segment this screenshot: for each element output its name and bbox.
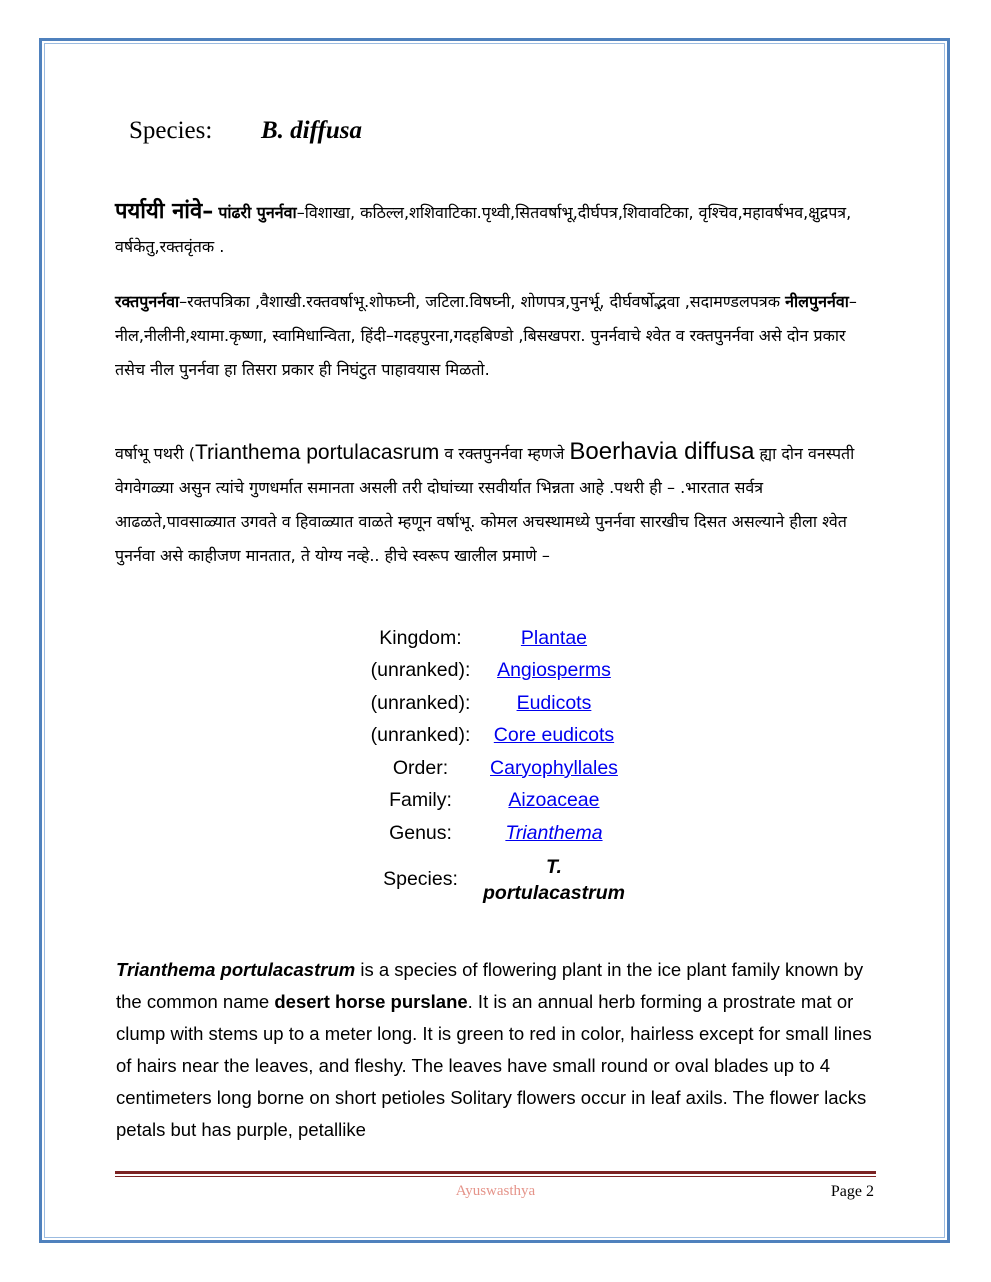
species-name: T. portulacastrum (483, 855, 625, 904)
footer-rule-thin (115, 1176, 876, 1177)
taxonomy-value-cell (483, 622, 625, 655)
varshabhu-text-1: वर्षाभू पथरी ( (115, 444, 195, 463)
taxonomy-row (358, 850, 625, 910)
taxonomy-table (358, 622, 625, 910)
synonyms-heading: पर्यायी नांवे– (115, 199, 214, 224)
taxonomy-row (358, 720, 625, 753)
taxonomy-value-cell (483, 752, 625, 785)
taxonomy-key: Genus: (389, 821, 452, 844)
taxonomy-value-cell (483, 720, 625, 753)
core-eudicots-link[interactable]: Core eudicots (493, 724, 615, 747)
red-blue-punarnava-paragraph (115, 285, 875, 387)
description-text-2: . It is an annual herb forming a prostrate mat or clump with stems up to a meter long. It is green to red in color, hairless except for small lines of hairs near the leaves, and fleshy. The leaves have small round or oval blades up to 4 centimeters long borne on short petioles Solitary flowers occur in leaf axils. The flower lacks petals but has purple, petallike (116, 991, 872, 1140)
red-punarnava-term: रक्तपुनर्नवा (115, 292, 180, 311)
taxonomy-key: Family: (389, 789, 452, 812)
species-value: B. diffusa (261, 117, 362, 144)
synonyms-paragraph (115, 195, 875, 264)
footer-rule (115, 1171, 876, 1174)
taxonomy-key: Order: (392, 756, 449, 779)
taxonomy-key: Kingdom: (379, 626, 462, 649)
taxonomy-row (358, 655, 625, 688)
genus-link[interactable]: Trianthema (505, 821, 603, 844)
species-label: Species: (129, 117, 213, 144)
english-description (116, 954, 886, 1146)
taxonomy-value-cell (483, 687, 625, 720)
taxonomy-row (358, 817, 625, 850)
taxonomy-key: (unranked): (370, 724, 471, 747)
taxonomy-row (358, 622, 625, 655)
eudicots-link[interactable]: Eudicots (516, 691, 592, 714)
description-text-1: is a species of flowering plant in the ice plant family known by the common name (116, 959, 864, 1012)
taxonomy-row (358, 785, 625, 818)
taxonomy-key: (unranked): (370, 691, 471, 714)
species-heading (129, 117, 362, 145)
taxonomy-value-cell (483, 785, 625, 818)
species-binomial: Trianthema portulacastrum (116, 959, 356, 980)
kingdom-link[interactable]: Plantae (520, 626, 588, 649)
taxonomy-row (358, 752, 625, 785)
family-link[interactable]: Aizoaceae (508, 789, 600, 812)
synonyms-text: –विशाखा, कठिल्ल,शशिवाटिका.पृथ्वी,सितवर्षाभू,दीर्घपत्र,शिवावटिका, वृश्चिव,महावर्षभव,क्षुद्रपत्र, वर्षकेतु,रक्तवृंतक . (115, 203, 852, 256)
taxonomy-value-cell (483, 850, 625, 910)
taxonomy-value-cell (483, 817, 625, 850)
latin-name-trianthema: Trianthema portulacasrum (194, 441, 440, 464)
varshabhu-paragraph (115, 435, 875, 573)
taxonomy-key: (unranked): (370, 659, 471, 682)
page-number: Page 2 (830, 1183, 874, 1200)
latin-name-boerhavia: Boerhavia diffusa (569, 438, 755, 465)
order-link[interactable]: Caryophyllales (490, 756, 618, 779)
blue-punarnava-text: –नील,नीलीनी,श्यामा.कृष्णा, स्वामिधान्विता, हिंदी–गदहपुरना,गदहबिण्डो ,बिसखपरा. पुनर्नवाचे श्वेत व रक्तपुनर्नवा असे दोन प्रकार तसेच नील पुनर्नवा हा तिसरा प्रकार ही निघंटुत पाहावयास मिळतो. (115, 292, 857, 379)
blue-punarnava-term: नीलपुनर्नवा (785, 292, 849, 311)
taxonomy-row (358, 687, 625, 720)
white-punarnava-term: पांढरी पुनर्नवा (218, 203, 297, 222)
varshabhu-text-2: व रक्तपुनर्नवा म्हणजे (439, 444, 570, 463)
varshabhu-text-3: ह्या दोन वनस्पती वेगवेगळ्या असुन त्यांचे गुणधर्मात समानता असली तरी दोघांच्या रसवीर्यात भिन्नता आहे .पथरी ही – .भारतात सर्वत्र आढळते,पावसाळ्यात उगवते व हिवाळ्यात वाळते म्हणून वर्षाभू. कोमल अचस्थामध्ये पुनर्नवा सारखीच दिसत असल्याने हीला श्वेत पुनर्नवा असे काहीजण मानतात, ते योग्य नव्हे.. हीचे स्वरूप खालील प्रमाणे – (115, 444, 855, 565)
red-punarnava-text: –रक्तपत्रिका ,वैशाखी.रक्तवर्षाभू.शोफघ्नी, जटिला.विषघ्नी, शोणपत्र,पुनर्भू, दीर्घवर्षोद्भवा ,सदामण्डलपत्रक (179, 292, 781, 311)
common-name: desert horse purslane (274, 991, 468, 1012)
footer-title: Ayuswasthya (455, 1183, 536, 1199)
angiosperms-link[interactable]: Angiosperms (497, 659, 611, 682)
taxonomy-key: Species: (383, 868, 458, 890)
taxonomy-value-cell (483, 655, 625, 688)
